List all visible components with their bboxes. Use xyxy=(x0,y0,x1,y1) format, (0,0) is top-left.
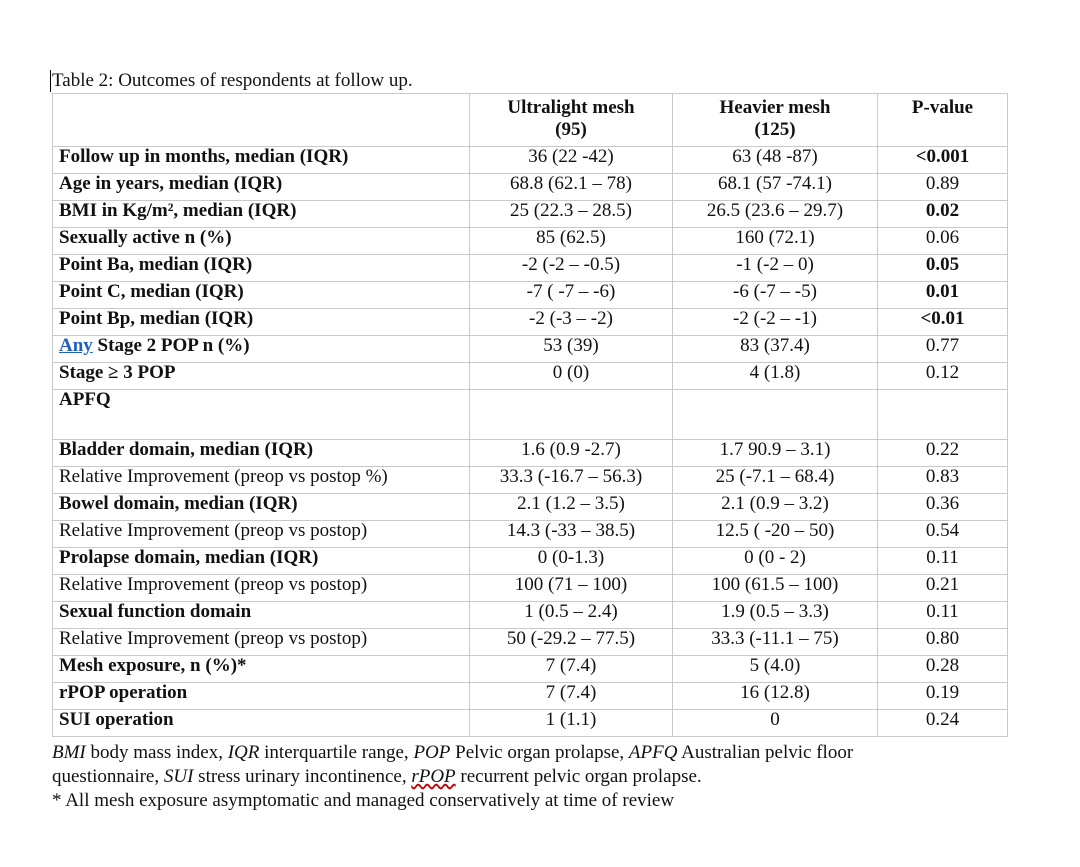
row-label: Stage ≥ 3 POP xyxy=(53,363,470,390)
row-label: Mesh exposure, n (%)* xyxy=(53,656,470,683)
cell-ultralight: 7 (7.4) xyxy=(470,656,673,683)
footnote-line-2 xyxy=(52,765,1052,789)
cell-heavier: 0 (0 - 2) xyxy=(673,548,878,575)
cell-heavier: 83 (37.4) xyxy=(673,336,878,363)
text-cursor xyxy=(50,70,51,92)
cell-pvalue: 0.06 xyxy=(878,228,1008,255)
cell-pvalue: 0.36 xyxy=(878,494,1008,521)
row-label: Relative Improvement (preop vs postop) xyxy=(53,629,470,656)
cell-pvalue: 0.54 xyxy=(878,521,1008,548)
table-row xyxy=(53,282,1008,309)
cell-heavier: -1 (-2 – 0) xyxy=(673,255,878,282)
cell-ultralight xyxy=(470,390,673,440)
cell-pvalue: 0.11 xyxy=(878,548,1008,575)
cell-heavier: 1.7 90.9 – 3.1) xyxy=(673,440,878,467)
cell-heavier: 100 (61.5 – 100) xyxy=(673,575,878,602)
abbr-apfq: APFQ xyxy=(628,742,678,763)
cell-heavier: 26.5 (23.6 – 29.7) xyxy=(673,201,878,228)
cell-heavier: 1.9 (0.5 – 3.3) xyxy=(673,602,878,629)
table-row xyxy=(53,521,1008,548)
cell-pvalue: <0.01 xyxy=(878,309,1008,336)
table-row xyxy=(53,336,1008,363)
footnote-text: Australian pelvic floor xyxy=(677,742,854,763)
row-label: Bowel domain, median (IQR) xyxy=(53,494,470,521)
cell-pvalue: 0.05 xyxy=(878,255,1008,282)
table-row xyxy=(53,467,1008,494)
cell-heavier: 160 (72.1) xyxy=(673,228,878,255)
table-row xyxy=(53,575,1008,602)
cell-ultralight: 1.6 (0.9 -2.7) xyxy=(470,440,673,467)
cell-heavier: 5 (4.0) xyxy=(673,656,878,683)
cell-pvalue xyxy=(878,390,1008,440)
header-heavier-n: (125) xyxy=(754,119,796,140)
footnote-text: questionnaire, xyxy=(52,766,164,787)
footnote-text: body mass index, xyxy=(85,742,228,763)
cell-ultralight: 100 (71 – 100) xyxy=(470,575,673,602)
table-row xyxy=(53,629,1008,656)
outcomes-table xyxy=(52,93,1008,737)
row-label: Relative Improvement (preop vs postop %) xyxy=(53,467,470,494)
cell-heavier: 12.5 ( -20 – 50) xyxy=(673,521,878,548)
cell-ultralight: 68.8 (62.1 – 78) xyxy=(470,174,673,201)
cell-heavier: -2 (-2 – -1) xyxy=(673,309,878,336)
cell-ultralight: 14.3 (-33 – 38.5) xyxy=(470,521,673,548)
cell-ultralight: 33.3 (-16.7 – 56.3) xyxy=(470,467,673,494)
cell-ultralight: 0 (0) xyxy=(470,363,673,390)
cell-heavier: 16 (12.8) xyxy=(673,683,878,710)
cell-ultralight: 1 (1.1) xyxy=(470,710,673,737)
row-label: BMI in Kg/m², median (IQR) xyxy=(53,201,470,228)
row-label: Point C, median (IQR) xyxy=(53,282,470,309)
cell-heavier xyxy=(673,390,878,440)
table-row xyxy=(53,494,1008,521)
row-label: Prolapse domain, median (IQR) xyxy=(53,548,470,575)
cell-pvalue: 0.12 xyxy=(878,363,1008,390)
cell-pvalue: 0.28 xyxy=(878,656,1008,683)
abbr-bmi: BMI xyxy=(52,742,86,763)
cell-pvalue: 0.22 xyxy=(878,440,1008,467)
cell-ultralight: 1 (0.5 – 2.4) xyxy=(470,602,673,629)
row-label: Point Ba, median (IQR) xyxy=(53,255,470,282)
table-row xyxy=(53,440,1008,467)
row-label: Point Bp, median (IQR) xyxy=(53,309,470,336)
any-link[interactable]: Any xyxy=(59,335,93,356)
row-label-text: Stage 2 POP n (%) xyxy=(92,335,250,356)
table-row xyxy=(53,602,1008,629)
cell-heavier: 2.1 (0.9 – 3.2) xyxy=(673,494,878,521)
abbr-sui: SUI xyxy=(163,766,194,787)
cell-heavier: 4 (1.8) xyxy=(673,363,878,390)
cell-pvalue: 0.11 xyxy=(878,602,1008,629)
table-row xyxy=(53,656,1008,683)
cell-heavier: -6 (-7 – -5) xyxy=(673,282,878,309)
cell-pvalue: 0.19 xyxy=(878,683,1008,710)
cell-ultralight: -2 (-3 – -2) xyxy=(470,309,673,336)
footnote-line-3: * All mesh exposure asymptomatic and managed conservatively at time of review xyxy=(52,790,675,811)
table-row xyxy=(53,548,1008,575)
table-row xyxy=(53,228,1008,255)
cell-ultralight: 36 (22 -42) xyxy=(470,147,673,174)
footnote-text: recurrent pelvic organ prolapse. xyxy=(455,766,702,787)
row-label: Relative Improvement (preop vs postop) xyxy=(53,575,470,602)
row-label: Bladder domain, median (IQR) xyxy=(53,440,470,467)
row-label: Follow up in months, median (IQR) xyxy=(53,147,470,174)
cell-pvalue: 0.24 xyxy=(878,710,1008,737)
footnote-text: interquartile range, xyxy=(259,742,414,763)
cell-pvalue: 0.21 xyxy=(878,575,1008,602)
cell-ultralight: 53 (39) xyxy=(470,336,673,363)
footnote-text: Pelvic organ prolapse, xyxy=(450,742,629,763)
cell-ultralight: 2.1 (1.2 – 3.5) xyxy=(470,494,673,521)
cell-pvalue: 0.89 xyxy=(878,174,1008,201)
abbr-rpop: rPOP xyxy=(411,766,456,787)
table-caption: Table 2: Outcomes of respondents at follow up. xyxy=(52,70,413,91)
header-ultralight-n: (95) xyxy=(555,119,587,140)
cell-heavier: 68.1 (57 -74.1) xyxy=(673,174,878,201)
cell-pvalue: 0.83 xyxy=(878,467,1008,494)
table-row xyxy=(53,255,1008,282)
cell-ultralight: 50 (-29.2 – 77.5) xyxy=(470,629,673,656)
cell-ultralight: 0 (0-1.3) xyxy=(470,548,673,575)
abbr-iqr: IQR xyxy=(227,742,260,763)
table-row xyxy=(53,710,1008,737)
header-ultralight xyxy=(470,94,673,147)
table-row xyxy=(53,174,1008,201)
cell-ultralight: -2 (-2 – -0.5) xyxy=(470,255,673,282)
cell-ultralight: -7 ( -7 – -6) xyxy=(470,282,673,309)
footnote-text: stress urinary incontinence, xyxy=(193,766,412,787)
cell-pvalue: 0.01 xyxy=(878,282,1008,309)
cell-pvalue: 0.77 xyxy=(878,336,1008,363)
cell-heavier: 0 xyxy=(673,710,878,737)
abbr-pop: POP xyxy=(413,742,451,763)
header-heavier xyxy=(673,94,878,147)
row-label: Relative Improvement (preop vs postop) xyxy=(53,521,470,548)
header-pvalue: P-value xyxy=(878,94,1008,147)
cell-heavier: 25 (-7.1 – 68.4) xyxy=(673,467,878,494)
cell-heavier: 63 (48 -87) xyxy=(673,147,878,174)
table-row xyxy=(53,201,1008,228)
header-ultralight-label: Ultralight mesh xyxy=(507,97,635,118)
row-label: Sexually active n (%) xyxy=(53,228,470,255)
cell-pvalue: 0.80 xyxy=(878,629,1008,656)
cell-pvalue: 0.02 xyxy=(878,201,1008,228)
header-empty xyxy=(53,94,470,147)
table-footnote xyxy=(52,741,1052,813)
header-heavier-label: Heavier mesh xyxy=(719,97,831,118)
table-row xyxy=(53,309,1008,336)
cell-heavier: 33.3 (-11.1 – 75) xyxy=(673,629,878,656)
cell-pvalue: <0.001 xyxy=(878,147,1008,174)
row-label: rPOP operation xyxy=(53,683,470,710)
cell-ultralight: 25 (22.3 – 28.5) xyxy=(470,201,673,228)
table-row xyxy=(53,683,1008,710)
table-row xyxy=(53,147,1008,174)
table-header-row xyxy=(53,94,1008,147)
cell-ultralight: 85 (62.5) xyxy=(470,228,673,255)
row-label: SUI operation xyxy=(53,710,470,737)
cell-ultralight: 7 (7.4) xyxy=(470,683,673,710)
row-label: APFQ xyxy=(53,390,470,440)
table-row-apfq xyxy=(53,390,1008,440)
footnote-line-1 xyxy=(52,741,1052,765)
row-label xyxy=(53,336,470,363)
row-label: Sexual function domain xyxy=(53,602,470,629)
row-label: Age in years, median (IQR) xyxy=(53,174,470,201)
table-row xyxy=(53,363,1008,390)
